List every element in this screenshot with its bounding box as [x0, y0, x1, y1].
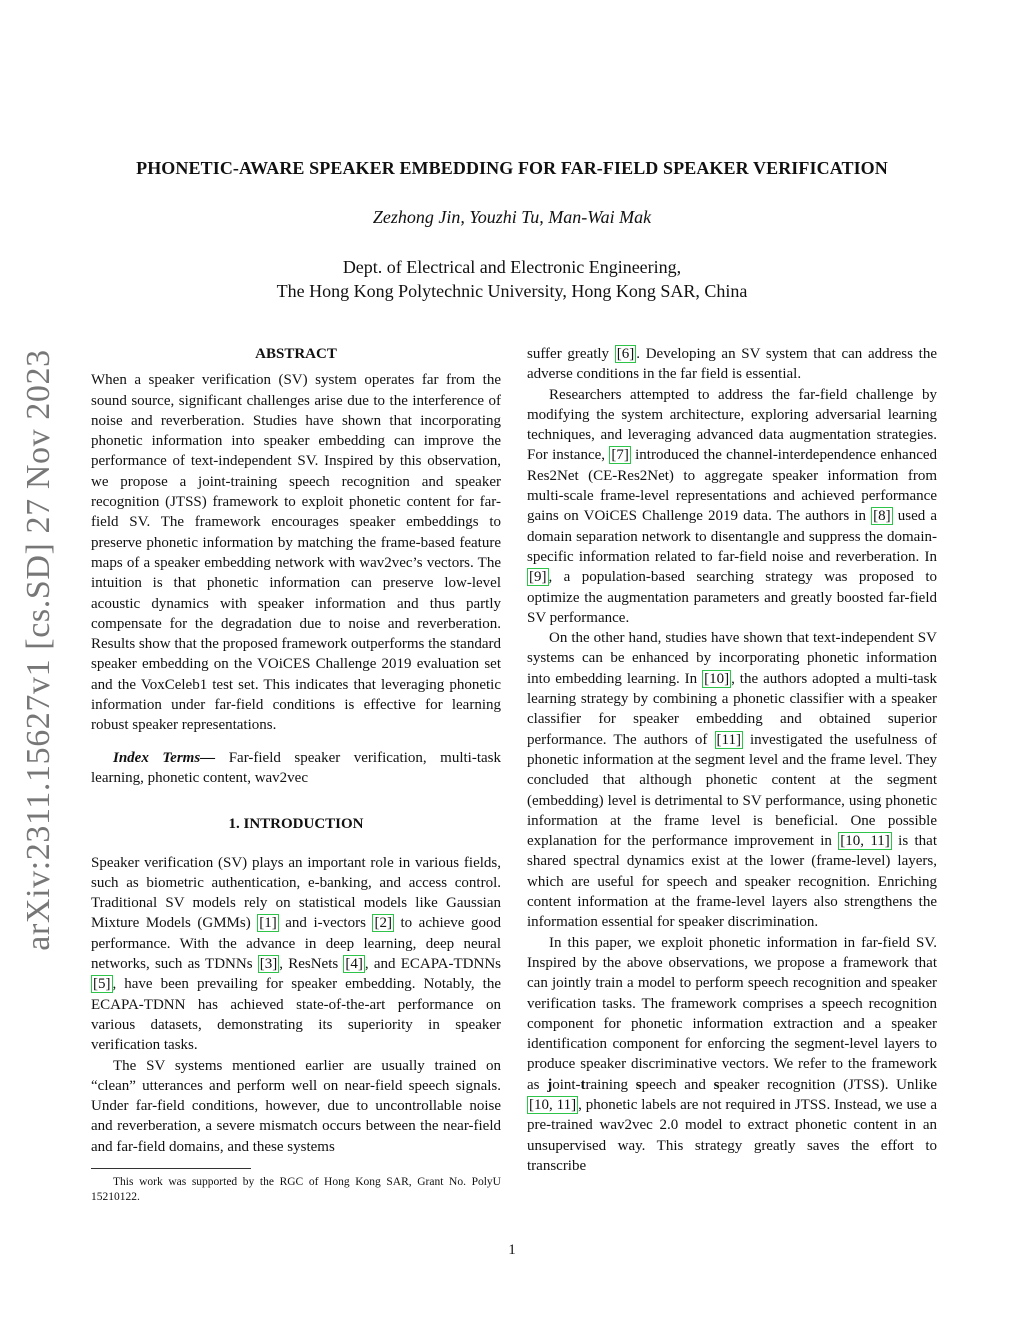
text-run: , and ECAPA-TDNNs	[364, 956, 501, 973]
right-paragraph-1	[527, 344, 937, 385]
text-run: investigated the usefulness of phonetic information at the segment level and the frame level. They concluded that although phonetic content at the segment (embedding) level is detrimental to SV performance, using phonetic information at the frame level is beneficial. One possible explanation for the performance improvement in	[527, 731, 937, 850]
paper-title: PHONETIC-AWARE SPEAKER EMBEDDING FOR FAR-FIELD SPEAKER VERIFICATION	[136, 158, 888, 178]
affiliation	[0, 255, 1024, 303]
text-run: On the other hand, studies have shown that text-independent SV systems can be enhanced by incorporating phonetic information into embedding learning. In	[527, 630, 937, 687]
abstract-text: When a speaker verification (SV) system operates far from the sound source, significant challenges arise due to the interference of noise and reverberation. Studies have shown that incorporating phonetic information into speaker embedding can improve the performance of text-independent SV. Inspired by this observation, we propose a joint-training speech recognition and speaker recognition (JTSS) framework to exploit phonetic content for far-field SV. The framework encourages speaker embeddings to preserve phonetic information by matching the frame-based feature maps of a speaker embedding network with wav2vec’s vectors. The intuition is that phonetic information can preserve low-level acoustic dynamics with speaker information and thus partly compensate for the degradation due to noise and reverberation. Results show that the proposed framework outperforms the standard speaker embedding on the VOiCES Challenge 2019 evaluation set and the VoxCeleb1 test set. This indicates that leveraging phonetic information under far-field conditions is effective for learning robust speaker representations.	[91, 372, 501, 734]
arxiv-stamp-text: arXiv:2311.15627v1 [cs.SD] 27 Nov 2023	[20, 349, 57, 951]
citation-link[interactable]: [11]	[716, 731, 741, 748]
text-run: t	[580, 1076, 586, 1093]
text-run: raining	[585, 1076, 636, 1093]
text-run: is that shared spectral dynamics exist at the lower (frame-level) layers, which are useful for speech and speaker recognition. Enriching content information at the frame-level layers also strengthens the information essential for speaker discrimination.	[527, 833, 937, 931]
text-run: peech and	[641, 1076, 714, 1093]
citation-link[interactable]: [1]	[259, 915, 277, 932]
text-run: . Developing an SV system that can address the adverse conditions in the far field is essential.	[527, 346, 937, 383]
text-run: , phonetic labels are not required in JTSS. Instead, we use a pre-trained wav2vec 2.0 model to extract phonetic content in an unsupervised way. This strategy greatly saves the effort to transcribe	[527, 1096, 937, 1174]
introduction-heading: 1. INTRODUCTION	[228, 816, 364, 833]
citation-link[interactable]: [4]	[345, 956, 363, 973]
index-terms	[91, 748, 501, 789]
citation-link[interactable]: [3]	[259, 956, 278, 973]
text-run: Speaker verification (SV) plays an important role in various fields, such as biometric authentication, e-banking, and access control. Traditional SV models rely on statistical models like Gaussian Mixture Models (GMMs)	[91, 854, 501, 932]
citation-link[interactable]: [9]	[529, 569, 547, 586]
footnote	[91, 1175, 501, 1205]
text-run: In this paper, we exploit phonetic information in far-field SV. Inspired by the above observations, we propose a framework that can jointly train a model to perform speech recognition and speaker verification tasks. The framework comprises a speech recognition component for phonetic information extraction and a speaker identification component for enforcing the segment-level layers to produce speaker discriminative vectors. We refer to the framework as	[527, 934, 937, 1093]
citation-link[interactable]: [10]	[704, 670, 730, 687]
affiliation-line-2: The Hong Kong Polytechnic University, Hong Kong SAR, China	[276, 281, 748, 301]
citation-link[interactable]: [7]	[611, 447, 629, 464]
text-run: j	[547, 1076, 553, 1093]
intro-paragraph-2: The SV systems mentioned earlier are usually trained on “clean” utterances and perform well on near-field speech signals. Under far-field conditions, however, due to uncontrollable noise and reverberation, a severe mismatch occurs between the near-field and far-field domains, and these systems	[91, 1057, 501, 1155]
left-column	[91, 344, 501, 1157]
citation-link[interactable]: [8]	[873, 508, 891, 525]
page-number: 1	[508, 1242, 516, 1258]
citation-link[interactable]: [5]	[93, 976, 111, 993]
text-run: introduced the channel-interdependence enhanced Res2Net (CE-Res2Net) to aggregate speaker information from multi-scale frame-level representations and achieved performance gains on VOiCES Challenge 2019 data. The authors in	[527, 447, 938, 525]
abstract-heading: ABSTRACT	[255, 346, 337, 362]
text-run: and i-vectors	[278, 915, 373, 932]
text-run: s	[713, 1076, 720, 1093]
footnote-text: This work was supported by the RGC of Hong Kong SAR, Grant No. PolyU 15210122.	[91, 1176, 501, 1203]
right-paragraph-2	[527, 385, 937, 629]
text-run: oint-	[552, 1076, 581, 1093]
text-run: to achieve good performance. With the advance in deep learning, deep neural networks, such as TDNNs	[91, 915, 501, 973]
text-run: , a population-based searching strategy was proposed to optimize the augmentation parameters and greatly boosted far-field SV performance.	[527, 569, 937, 626]
affiliation-line-1: Dept. of Electrical and Electronic Engineering,	[342, 257, 682, 277]
right-paragraph-3	[527, 628, 937, 932]
text-run: Researchers attempted to address the far-field challenge by modifying the system architecture, exploring adversarial learning techniques, and leveraging advanced data augmentation strategies. For instance,	[527, 386, 937, 464]
text-run: , ResNets	[279, 956, 344, 973]
arxiv-stamp	[12, 350, 66, 950]
citation-link[interactable]: [6]	[616, 346, 635, 362]
citation-link[interactable]: [10, 11]	[529, 1096, 577, 1113]
index-terms-text: Far-field speaker verification, multi-task learning, phonetic content, wav2vec	[91, 749, 502, 786]
right-column	[527, 344, 937, 1176]
text-run: used a domain separation network to disentangle and suppress the domain-specific information related to far-field noise and reverberation. In	[527, 508, 938, 565]
text-run: , the authors adopted a multi-task learning strategy by combining a phonetic classifier with a speaker classifier for speaker embedding and obtained superior performance. The authors of	[527, 670, 937, 748]
intro-paragraph-1	[91, 853, 501, 1056]
text-run: s	[635, 1076, 642, 1093]
index-terms-label: Index Terms—	[113, 749, 216, 766]
footnote-rule	[91, 1168, 251, 1169]
text-run: , have been prevailing for speaker embedding. Notably, the ECAPA-TDNN has achieved state-of-the-art performance on various datasets, demonstrating its superiority in speaker verification tasks.	[91, 976, 501, 1054]
authors: Zezhong Jin, Youzhi Tu, Man-Wai Mak	[372, 207, 652, 227]
citation-link[interactable]: [10, 11]	[840, 833, 890, 850]
text-run: suffer greatly	[527, 346, 615, 362]
citation-link[interactable]: [2]	[374, 915, 392, 932]
text-run: peaker recognition (JTSS). Unlike	[719, 1076, 938, 1093]
right-paragraph-4	[527, 933, 937, 1177]
